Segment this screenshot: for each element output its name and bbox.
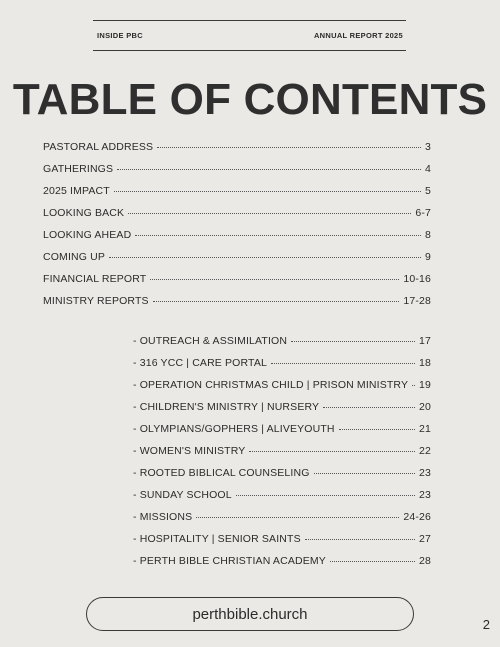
- ministry-entry[interactable]: [133, 445, 431, 459]
- toc-entry[interactable]: [43, 229, 431, 243]
- ministry-entry-label: - CHILDREN'S MINISTRY | NURSERY: [133, 401, 320, 413]
- page-title: TABLE OF CONTENTS: [12, 75, 488, 124]
- toc-leader-dots: [135, 235, 421, 236]
- toc-entry[interactable]: [43, 295, 431, 309]
- toc-entry-page: 5: [425, 185, 431, 197]
- ministry-entry-page: 21: [419, 423, 431, 435]
- toc-entry[interactable]: [43, 163, 431, 177]
- toc-entry-page: 4: [425, 163, 431, 175]
- ministry-entry-label: - PERTH BIBLE CHRISTIAN ACADEMY: [133, 555, 326, 567]
- ministry-entry-page: 27: [419, 533, 431, 545]
- ministry-entry[interactable]: [133, 379, 431, 393]
- toc-leader-dots: [157, 147, 421, 148]
- toc-entry-page: 6-7: [415, 207, 431, 219]
- ministry-entry-page: 28: [419, 555, 431, 567]
- header-rule-top: [93, 20, 406, 21]
- ministry-entry-page: 18: [419, 357, 431, 369]
- toc-leader-dots: [291, 341, 415, 342]
- ministry-entry-label: - OPERATION CHRISTMAS CHILD | PRISON MINISTRY: [133, 379, 409, 391]
- toc-leader-dots: [128, 213, 411, 214]
- toc-leader-dots: [153, 301, 400, 302]
- ministry-entry-label: - MISSIONS: [133, 511, 193, 523]
- ministry-entry-label: - HOSPITALITY | SENIOR SAINTS: [133, 533, 301, 545]
- ministry-entry-label: - ROOTED BIBLICAL COUNSELING: [133, 467, 310, 479]
- toc-entry-label: LOOKING AHEAD: [43, 229, 132, 241]
- page-number: 2: [482, 617, 490, 632]
- toc-leader-dots: [412, 385, 415, 386]
- toc-entry-label: LOOKING BACK: [43, 207, 125, 219]
- toc-entry-page: 3: [425, 141, 431, 153]
- ministry-entry-page: 24-26: [403, 511, 431, 523]
- ministry-entry[interactable]: [133, 511, 431, 525]
- toc-entry[interactable]: [43, 141, 431, 155]
- toc-leader-dots: [339, 429, 415, 430]
- ministry-entry-label: - WOMEN'S MINISTRY: [133, 445, 246, 457]
- toc-leader-dots: [114, 191, 421, 192]
- toc-entry[interactable]: [43, 251, 431, 265]
- website-url: perthbible.church: [192, 605, 308, 623]
- ministry-entry[interactable]: [133, 533, 431, 547]
- toc-leader-dots: [271, 363, 415, 364]
- toc-entry-label: COMING UP: [43, 251, 106, 263]
- ministry-entry-page: 20: [419, 401, 431, 413]
- toc-entry[interactable]: [43, 207, 431, 221]
- ministry-entry[interactable]: [133, 467, 431, 481]
- ministry-entry-label: - SUNDAY SCHOOL: [133, 489, 232, 501]
- ministry-entry[interactable]: [133, 423, 431, 437]
- ministry-entry[interactable]: [133, 335, 431, 349]
- toc-leader-dots: [249, 451, 415, 452]
- toc-entry-page: 10-16: [403, 273, 431, 285]
- ministry-entry-page: 22: [419, 445, 431, 457]
- toc-leader-dots: [109, 257, 421, 258]
- toc-leader-dots: [117, 169, 421, 170]
- toc-entry-page: 9: [425, 251, 431, 263]
- ministry-entry-label: - OLYMPIANS/GOPHERS | ALIVEYOUTH: [133, 423, 335, 435]
- ministry-entry-page: 17: [419, 335, 431, 347]
- header-publication-name: INSIDE PBC: [97, 31, 143, 40]
- ministry-entry[interactable]: [133, 401, 431, 415]
- ministry-entry-page: 23: [419, 467, 431, 479]
- header-rule-bottom: [93, 50, 406, 51]
- website-link[interactable]: [86, 597, 414, 631]
- toc-leader-dots: [236, 495, 415, 496]
- toc-entry-label: PASTORAL ADDRESS: [43, 141, 154, 153]
- toc-entry-label: MINISTRY REPORTS: [43, 295, 149, 307]
- ministry-entry-label: - OUTREACH & ASSIMILATION: [133, 335, 288, 347]
- toc-entry-page: 17-28: [403, 295, 431, 307]
- ministry-entry[interactable]: [133, 489, 431, 503]
- ministry-entry-page: 23: [419, 489, 431, 501]
- toc-leader-dots: [196, 517, 399, 518]
- toc-leader-dots: [150, 279, 399, 280]
- toc-entry-label: 2025 IMPACT: [43, 185, 110, 197]
- toc-entry[interactable]: [43, 185, 431, 199]
- toc-entry-label: GATHERINGS: [43, 163, 114, 175]
- ministry-entry[interactable]: [133, 357, 431, 371]
- toc-leader-dots: [305, 539, 415, 540]
- header-report-title: ANNUAL REPORT 2025: [313, 31, 403, 40]
- ministry-entry-label: - 316 YCC | CARE PORTAL: [133, 357, 267, 369]
- toc-leader-dots: [314, 473, 416, 474]
- ministry-entry[interactable]: [133, 555, 431, 569]
- toc-leader-dots: [330, 561, 415, 562]
- ministry-entry-page: 19: [419, 379, 431, 391]
- toc-entry-page: 8: [425, 229, 431, 241]
- toc-entry[interactable]: [43, 273, 431, 287]
- toc-leader-dots: [323, 407, 415, 408]
- toc-entry-label: FINANCIAL REPORT: [43, 273, 147, 285]
